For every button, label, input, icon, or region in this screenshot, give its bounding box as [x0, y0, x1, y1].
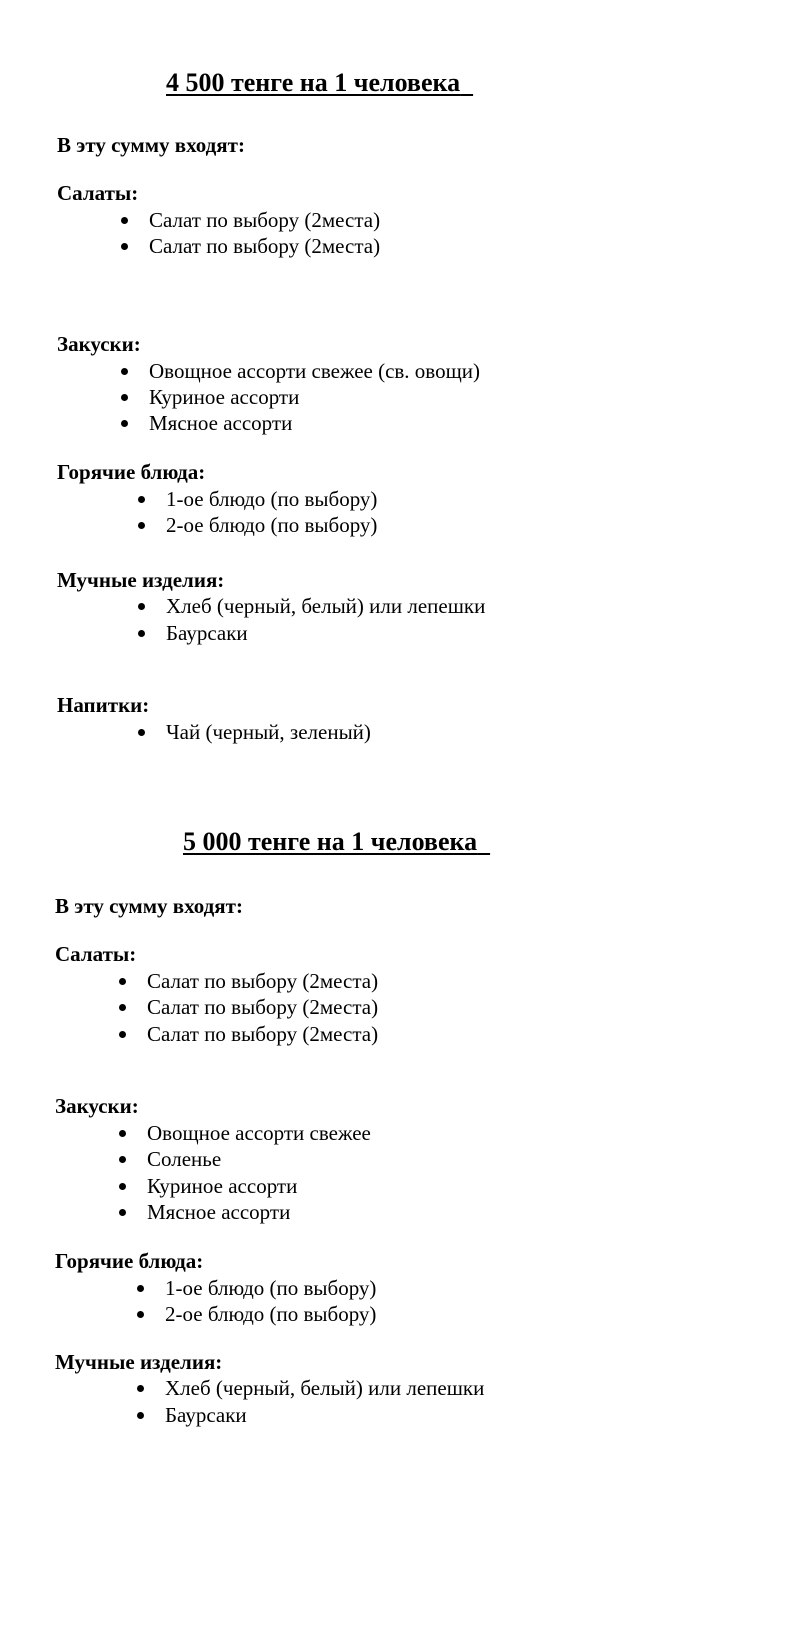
bullet-icon [138, 630, 145, 637]
section-heading-hot-dishes: Горячие блюда: [55, 1249, 204, 1273]
bullet-icon [121, 394, 128, 401]
list-item: Баурсаки [165, 1403, 247, 1427]
list-item: Соленье [147, 1147, 221, 1171]
bullet-icon [119, 1130, 126, 1137]
bullet-icon [119, 1156, 126, 1163]
list-item: Салат по выбору (2места) [147, 969, 378, 993]
list-item: Салат по выбору (2места) [149, 208, 380, 232]
section-heading-hot-dishes: Горячие блюда: [57, 460, 206, 484]
bullet-icon [138, 603, 145, 610]
bullet-icon [121, 217, 128, 224]
bullet-icon [137, 1311, 144, 1318]
list-item: Хлеб (черный, белый) или лепешки [166, 594, 485, 618]
bullet-icon [137, 1412, 144, 1419]
section-heading-appetizers: Закуски: [57, 332, 141, 356]
bullet-icon [121, 420, 128, 427]
bullet-icon [119, 1031, 126, 1038]
list-item: Мясное ассорти [147, 1200, 290, 1224]
section-heading-salads: Салаты: [55, 942, 137, 966]
bullet-icon [121, 368, 128, 375]
bullet-icon [119, 1183, 126, 1190]
includes-label: В эту сумму входят: [55, 894, 243, 918]
bullet-icon [137, 1285, 144, 1292]
bullet-icon [138, 522, 145, 529]
bullet-icon [137, 1385, 144, 1392]
bullet-icon [119, 1209, 126, 1216]
section-heading-bakery: Мучные изделия: [55, 1350, 223, 1374]
list-item: Овощное ассорти свежее (св. овощи) [149, 359, 480, 383]
list-item: Салат по выбору (2места) [147, 995, 378, 1019]
section-heading-appetizers: Закуски: [55, 1094, 139, 1118]
includes-label: В эту сумму входят: [57, 133, 245, 157]
bullet-icon [119, 1004, 126, 1011]
bullet-icon [138, 496, 145, 503]
section-heading-bakery: Мучные изделия: [57, 568, 225, 592]
list-item: Салат по выбору (2места) [149, 234, 380, 258]
section-heading-salads: Салаты: [57, 181, 139, 205]
list-item: Салат по выбору (2места) [147, 1022, 378, 1046]
list-item: 1-ое блюдо (по выбору) [165, 1276, 376, 1300]
list-item: Куриное ассорти [147, 1174, 297, 1198]
package-title: 4 500 тенге на 1 человека [166, 68, 461, 97]
list-item: 2-ое блюдо (по выбору) [165, 1302, 376, 1326]
bullet-icon [119, 978, 126, 985]
bullet-icon [138, 729, 145, 736]
list-item: 2-ое блюдо (по выбору) [166, 513, 377, 537]
package-title: 5 000 тенге на 1 человека [183, 827, 478, 856]
list-item: Овощное ассорти свежее [147, 1121, 371, 1145]
list-item: Хлеб (черный, белый) или лепешки [165, 1376, 484, 1400]
list-item: Баурсаки [166, 621, 248, 645]
bullet-icon [121, 243, 128, 250]
list-item: Мясное ассорти [149, 411, 292, 435]
list-item: Куриное ассорти [149, 385, 299, 409]
list-item: 1-ое блюдо (по выбору) [166, 487, 377, 511]
list-item: Чай (черный, зеленый) [166, 720, 371, 744]
section-heading-drinks: Напитки: [57, 693, 150, 717]
